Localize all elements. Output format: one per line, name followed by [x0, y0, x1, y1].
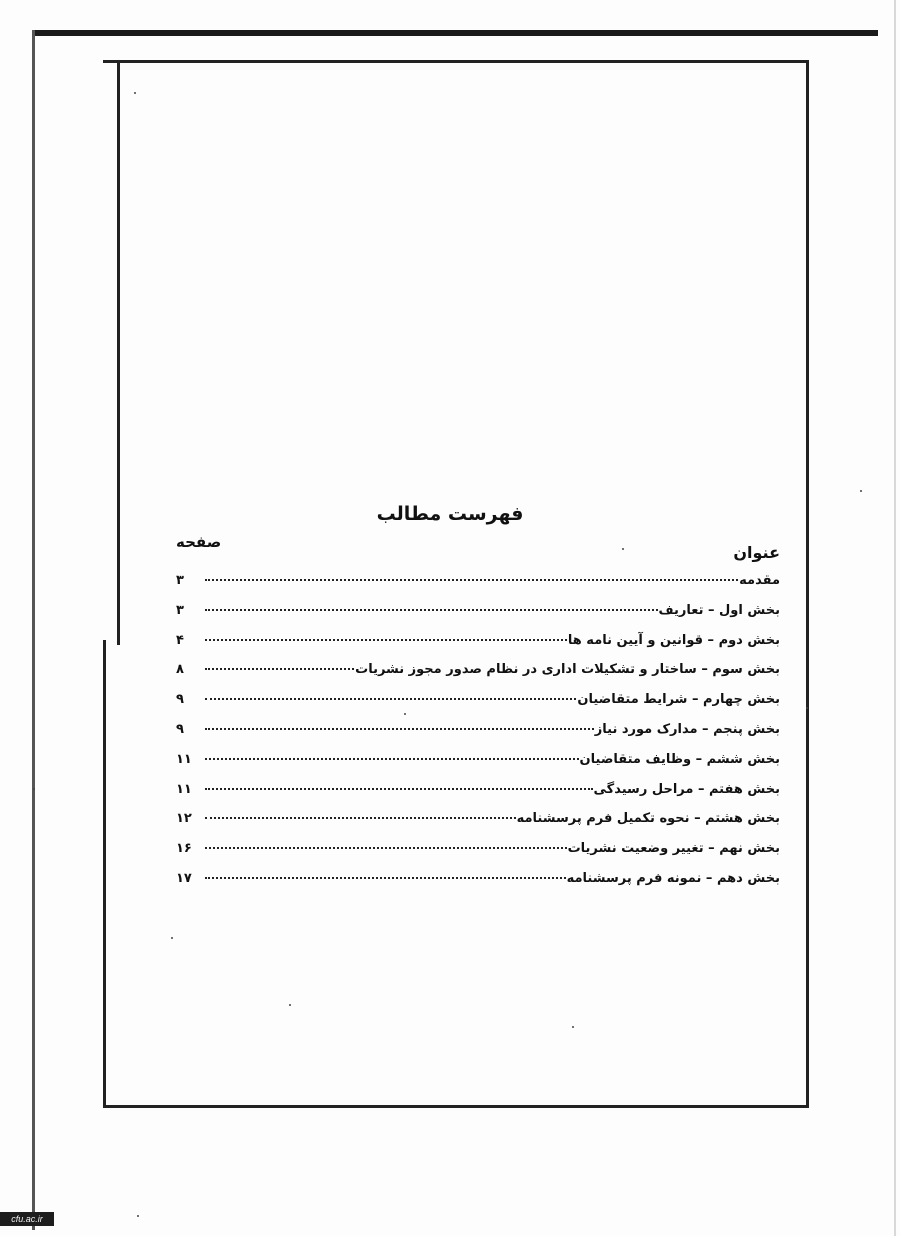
watermark-logo: cfu.ac.ir [0, 1212, 54, 1226]
toc-entry-page: ۹ [176, 721, 184, 737]
dot-leader [205, 639, 567, 641]
dot-leader [205, 758, 579, 760]
toc-entry-label: بخش پنجم – مدارک مورد نیاز [594, 721, 780, 737]
toc-entry-page: ۸ [176, 662, 184, 678]
toc-entry-page: ۳ [176, 573, 184, 588]
toc-entry [120, 841, 780, 871]
toc-entry-label: بخش ششم – وظایف متقاضیان [579, 751, 780, 767]
dot-leader [205, 788, 593, 790]
toc-entry-label: بخش نهم – تغییر وضعیت نشریات [567, 841, 780, 857]
toc-entry-page: ۹ [176, 692, 184, 708]
toc-entry [120, 752, 780, 782]
scan-speck [572, 1026, 574, 1028]
toc-entry-label: بخش چهارم – شرایط متقاضیان [577, 692, 780, 708]
dot-leader [205, 728, 594, 730]
toc-entry-label: بخش دوم – قوانین و آیین نامه ها [567, 632, 780, 648]
dot-leader [205, 847, 567, 849]
toc-entry [120, 603, 780, 633]
scan-speck [171, 937, 173, 939]
scan-speck [806, 707, 808, 709]
toc-entry-label: بخش هفتم – مراحل رسیدگی [593, 781, 780, 797]
scan-speck [137, 1215, 139, 1217]
toc-entry-page: ۱۱ [176, 781, 192, 797]
dot-leader [205, 698, 576, 700]
dot-leader [205, 579, 738, 581]
toc-entry [120, 722, 780, 752]
scan-speck [33, 788, 35, 790]
toc-entry [120, 871, 780, 901]
toc-entry-page: ۱۶ [176, 841, 192, 857]
toc-entry-page: ۱۷ [176, 870, 192, 886]
toc-column-headers [120, 531, 780, 573]
scan-speck [134, 92, 136, 94]
toc-entry-label: بخش سوم – ساختار و تشکیلات اداری در نظام صدور مجوز نشریات [355, 662, 780, 678]
scan-speck [289, 1004, 291, 1006]
scan-speck [622, 548, 624, 550]
toc-entry [120, 662, 780, 692]
page-border-left-lower [103, 640, 106, 1105]
toc-entry-label: بخش هشتم – نحوه تکمیل فرم پرسشنامه [516, 811, 780, 827]
scan-edge-top [33, 30, 878, 36]
scan-speck [404, 713, 406, 715]
toc-entry-page: ۱۱ [176, 751, 192, 767]
dot-leader [205, 609, 658, 611]
toc-list [120, 573, 780, 901]
toc-entry [120, 782, 780, 812]
toc-entry-page: ۴ [176, 632, 184, 648]
column-title-header: عنوان [733, 543, 780, 562]
toc-entry-label: مقدمه [739, 573, 780, 588]
toc-entry [120, 633, 780, 663]
scan-edge-right [894, 0, 896, 1236]
scan-edge-left [32, 30, 35, 1230]
toc-entry-label: بخش دهم – نمونه فرم پرسشنامه [566, 870, 780, 886]
scan-speck [860, 490, 862, 492]
dot-leader [205, 877, 566, 879]
toc-entry-page: ۱۲ [176, 811, 192, 827]
toc-entry [120, 692, 780, 722]
toc-title: فهرست مطالب [376, 503, 524, 525]
dot-leader [205, 817, 516, 819]
toc-entry-label: بخش اول – تعاریف [658, 602, 780, 618]
toc-entry [120, 811, 780, 841]
toc-entry [120, 573, 780, 603]
column-page-header: صفحه [176, 533, 222, 551]
dot-leader [205, 668, 354, 670]
toc-entry-page: ۳ [176, 602, 184, 618]
table-of-contents [120, 497, 780, 901]
